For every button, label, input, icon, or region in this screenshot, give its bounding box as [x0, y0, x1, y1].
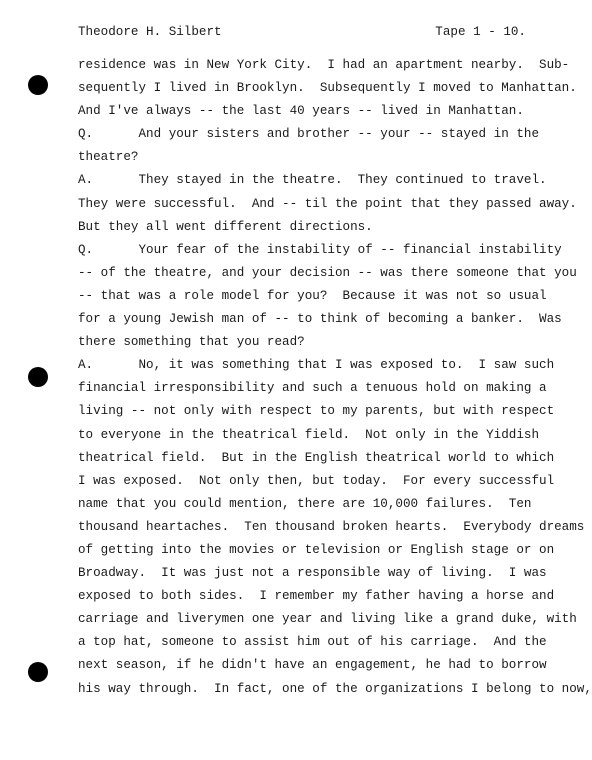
transcript-line: I was exposed. Not only then, but today. For every successful	[78, 473, 555, 488]
transcript-line: Q. Your fear of the instability of -- financial instability	[78, 242, 562, 257]
punch-hole	[28, 367, 48, 387]
transcript-line: next season, if he didn't have an engagement, he had to borrow	[78, 658, 547, 673]
transcript-line: exposed to both sides. I remember my father having a horse and	[78, 589, 555, 604]
transcript-line: theatre?	[78, 150, 139, 165]
transcript-line: But they all went different directions.	[78, 219, 373, 234]
transcript-line: Q. And your sisters and brother -- your -- stayed in the	[78, 127, 540, 142]
header-interviewee-name: Theodore H. Silbert	[78, 25, 222, 39]
transcript-line: living -- not only with respect to my parents, but with respect	[78, 404, 555, 419]
transcript-line: to everyone in the theatrical field. Not only in the Yiddish	[78, 427, 540, 442]
transcript-line: -- that was a role model for you? Because it was not so usual	[78, 288, 547, 303]
transcript-body	[78, 54, 592, 701]
punch-hole	[28, 75, 48, 95]
transcript-line: of getting into the movies or television or English stage or on	[78, 542, 555, 557]
transcript-line: financial irresponsibility and such a tenuous hold on making a	[78, 381, 547, 396]
punch-hole	[28, 662, 48, 682]
transcript-line: for a young Jewish man of -- to think of becoming a banker. Was	[78, 312, 562, 327]
transcript-line: thousand heartaches. Ten thousand broken hearts. Everybody dreams	[78, 519, 585, 534]
transcript-line: And I've always -- the last 40 years -- lived in Manhattan.	[78, 104, 524, 119]
header-tape-page: Tape 1 - 10.	[435, 25, 526, 39]
transcript-line: sequently I lived in Brooklyn. Subsequently I moved to Manhattan.	[78, 81, 577, 96]
transcript-line: Broadway. It was just not a responsible way of living. I was	[78, 566, 547, 581]
transcript-line: A. They stayed in the theatre. They continued to travel.	[78, 173, 547, 188]
transcript-line: name that you could mention, there are 10,000 failures. Ten	[78, 496, 532, 511]
transcript-line: theatrical field. But in the English theatrical world to which	[78, 450, 555, 465]
transcript-line: his way through. In fact, one of the organizations I belong to now,	[78, 681, 592, 696]
transcript-line: A. No, it was something that I was exposed to. I saw such	[78, 358, 555, 373]
transcript-line: -- of the theatre, and your decision -- was there someone that you	[78, 265, 577, 280]
transcript-line: there something that you read?	[78, 335, 305, 350]
transcript-line: a top hat, someone to assist him out of his carriage. And the	[78, 635, 547, 650]
transcript-line: They were successful. And -- til the point that they passed away.	[78, 196, 577, 211]
transcript-line: residence was in New York City. I had an apartment nearby. Sub-	[78, 58, 570, 72]
transcript-line: carriage and liverymen one year and living like a grand duke, with	[78, 612, 577, 627]
